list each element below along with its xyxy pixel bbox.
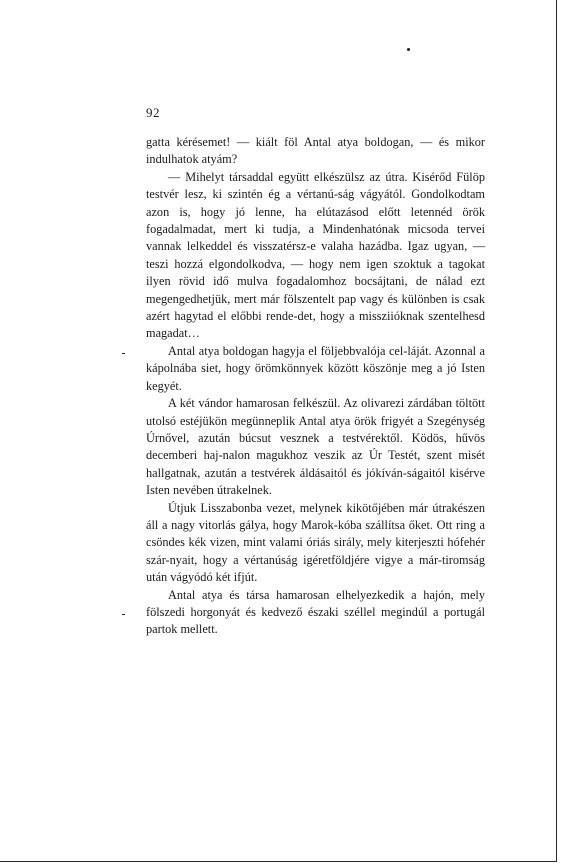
page-edge-right <box>556 0 557 862</box>
paragraph-2: — Mihelyt társaddal együtt elkészülsz az útra. Kisérőd Fülöp testvér lesz, ki szintén ég a vértanú-ság vágyától. Gondolkodtam azon is, hogy jó lenne, ha elútazásod előtt letennéd örök fogadalmadat, mert ki tudja, a Mindenhatónak micsoda tervei vannak lelkeddel és visszatérsz-e valaha hazádba. Igaz ugyan, — teszi hozzá elgondolkodva, — hogy nem igen szoktuk a tagokat ilyen rövid idő mulva fogadalomhoz bocsájtani, de nálad ezt megengedhetjük, mert már fölszentelt pap vagy és különben is csak azért hagytad el előbbi rende-det, hogy a missziióknak szentelhesd magadat… <box>146 169 485 341</box>
paragraph-5: Útjuk Lisszabonba vezet, melynek kikötőjében már útrakészen áll a nagy vitorlás gálya, hogy Marok-kóba szállítsa őket. Ott ring a csöndes kék vizen, mint valami óriás sirály, mely kiterjeszti hófehér szár-nyait, hogy a vértanúság igéretföldjére vigye a már-tiromság után vágyódó két ifjút. <box>146 500 485 585</box>
ink-speck <box>122 353 125 354</box>
ink-speck <box>407 48 410 51</box>
paragraph-6: Antal atya és társa hamarosan elhelyezkedik a hajón, mely fölszedi horgonyát és kedvező északi széllel megindúl a portugál partok mellett. <box>146 587 485 637</box>
paragraph-1: gatta kérésemet! — kiált föl Antal atya boldogan, — és mikor indulhatok atyám? <box>146 135 485 167</box>
page-edge-bottom <box>0 861 557 862</box>
paragraph-4: A két vándor hamarosan felkészül. Az olivarezi zárdában töltött utolsó estéjükön megünneplik Antal atya örök frigyét a Szegénység Úrnővel, azután búcsut vesznek a testvérektől. Ködös, hűvös decemberi haj-nalon magukhoz veszik az Úr Testét, szent misét hallgatnak, azután a testvérek áldásaitól és jókíván-ságaitól kisérve Isten nevében útrakelnek. <box>146 396 485 498</box>
page-number: 92 <box>146 105 160 120</box>
body-text <box>146 134 485 639</box>
ink-speck <box>122 614 125 615</box>
paragraph-3: Antal atya boldogan hagyja el följebbvalója cel-láját. Azonnal a kápolnába siet, hogy örömkönnyek között köszönje meg a jó Isten kegyét. <box>146 343 485 393</box>
